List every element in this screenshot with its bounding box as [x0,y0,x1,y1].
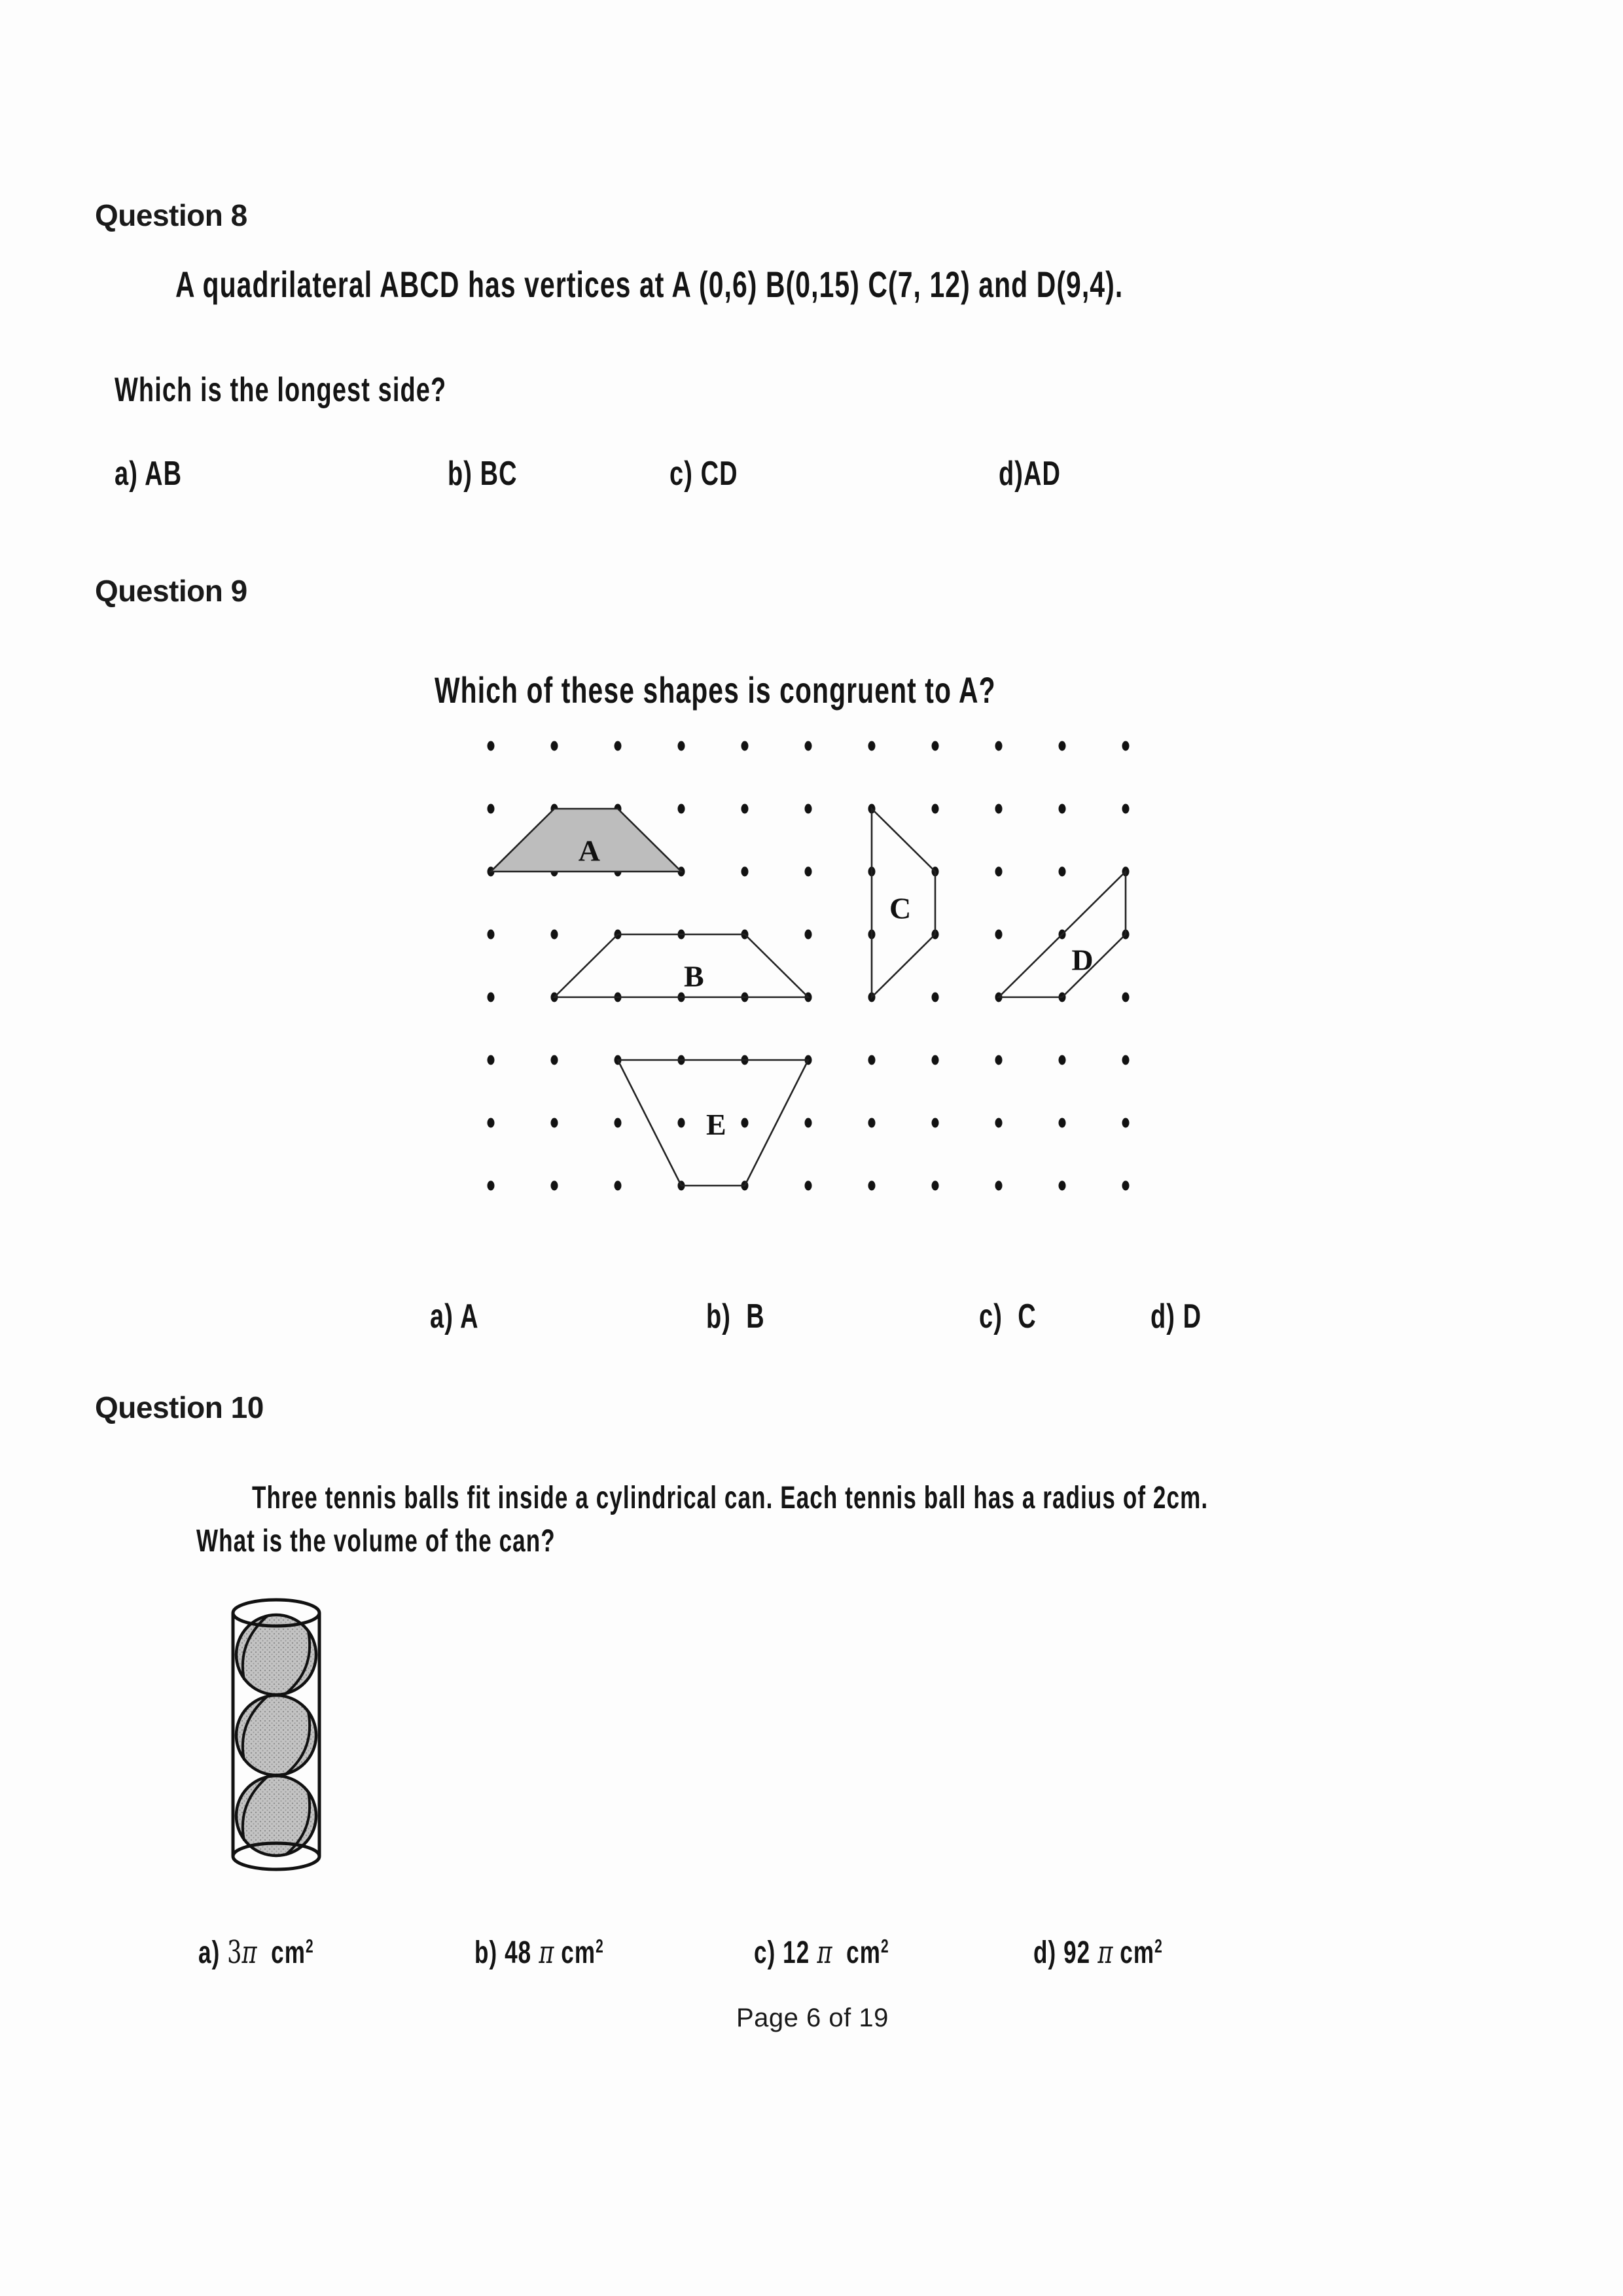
grid-dot [995,741,1003,751]
grid-dot [995,804,1003,814]
grid-dot [868,1118,876,1128]
grid-dot [805,804,812,814]
grid-dot [805,1118,812,1128]
grid-dot [678,741,685,751]
q10-option-d [1033,1934,1163,1971]
grid-dot [995,1055,1003,1065]
grid-dot [868,741,876,751]
grid-dot [995,1181,1003,1191]
option-exponent: 2 [305,1936,314,1958]
grid-dot [551,930,558,940]
grid-dot [741,804,749,814]
q8-body: A quadrilateral ABCD has vertices at A (0,6) B(0,15) C(7, 12) and D(9,4). [175,264,1124,305]
grid-dot [1059,804,1066,814]
grid-dot [488,741,495,751]
q9-heading: Question 9 [95,574,247,608]
grid-dot [551,1055,558,1065]
grid-dot [488,1118,495,1128]
q8-option-b: b) BC [448,455,518,493]
q9-option-b: b) B [706,1298,765,1335]
q9-dot-grid-figure [452,707,1198,1237]
option-unit: cm [1113,1935,1155,1970]
tennis-ball [236,1695,316,1775]
q10-body-line1: Three tennis balls fit inside a cylindrical can. Each tennis ball has a radius of 2cm. [252,1481,1209,1515]
grid-dot [805,1181,812,1191]
q8-option-c: c) CD [669,455,738,493]
grid-dot [488,993,495,1002]
q10-body-line2: What is the volume of the can? [196,1524,556,1559]
shape-D [999,872,1126,997]
grid-dot [932,804,939,814]
grid-dot [1059,1181,1066,1191]
grid-dot [805,741,812,751]
grid-dot [868,1055,876,1065]
q9-option-a: a) A [430,1298,479,1335]
grid-dot [1059,1055,1066,1065]
grid-dot [615,1118,622,1128]
q8-prompt: Which is the longest side? [115,371,447,409]
q10-option-b [474,1934,604,1971]
q8-option-a: a) AB [115,455,183,493]
q10-option-a [198,1934,314,1971]
shape-label-A: A [578,834,600,868]
q10-option-c [754,1934,889,1971]
shape-label-B: B [684,959,704,993]
shape-label-D: D [1071,943,1094,977]
option-exponent: 2 [1154,1936,1163,1958]
grid-dot [551,1118,558,1128]
grid-dot [805,930,812,940]
q8-heading: Question 8 [95,198,247,232]
grid-dot [615,1181,622,1191]
grid-dot [805,867,812,877]
page-number: Page 6 of 19 [736,2004,889,2032]
grid-dot [995,930,1003,940]
q9-option-c: c) C [979,1298,1037,1335]
option-number: 92 [1063,1935,1091,1970]
option-label: c) [754,1935,783,1970]
pi-symbol: π [1090,1934,1113,1971]
grid-dot [1122,804,1130,814]
grid-dot [932,1181,939,1191]
grid-dot [1122,741,1130,751]
shape-B [554,934,808,997]
option-exponent: 2 [596,1936,604,1958]
grid-dot [741,867,749,877]
grid-dot [678,1118,685,1128]
option-unit: cm [832,1935,882,1970]
grid-dot [488,1181,495,1191]
grid-dot [1122,993,1130,1002]
grid-dot [932,993,939,1002]
option-number: 48 [505,1935,532,1970]
grid-dot [678,804,685,814]
grid-dot [741,741,749,751]
shape-label-E: E [706,1107,726,1141]
grid-dot [741,1118,749,1128]
option-number: 3 [227,1934,242,1971]
q9-option-d: d) D [1150,1298,1202,1335]
option-label: b) [474,1935,505,1970]
option-number: 12 [783,1935,810,1970]
grid-dot [1122,1118,1130,1128]
grid-dot [932,1118,939,1128]
grid-dot [488,930,495,940]
option-exponent: 2 [881,1936,889,1958]
grid-dot [1122,1181,1130,1191]
grid-dot [488,1055,495,1065]
option-unit: cm [257,1935,306,1970]
grid-dot [615,741,622,751]
grid-dot [932,741,939,751]
shape-label-C: C [889,891,912,925]
q9-prompt: Which of these shapes is congruent to A? [435,669,996,711]
option-label: d) [1033,1935,1064,1970]
grid-dot [488,804,495,814]
grid-dot [1059,741,1066,751]
grid-dot [868,1181,876,1191]
grid-dot [995,1118,1003,1128]
q8-option-d: d)AD [999,455,1061,493]
grid-dot [1122,1055,1130,1065]
grid-dot [551,1181,558,1191]
grid-dot [995,867,1003,877]
pi-symbol: π [810,1934,832,1971]
pi-symbol: π [531,1934,554,1971]
grid-dot [551,741,558,751]
tennis-balls-cylinder-figure [223,1587,334,1881]
grid-dot [1059,867,1066,877]
tennis-balls [236,1615,316,1856]
option-label: a) [198,1935,228,1970]
grid-dot [1059,1118,1066,1128]
grid-dot [932,1055,939,1065]
option-unit: cm [554,1935,596,1970]
pi-symbol: π [241,1934,257,1971]
q10-heading: Question 10 [95,1390,264,1424]
